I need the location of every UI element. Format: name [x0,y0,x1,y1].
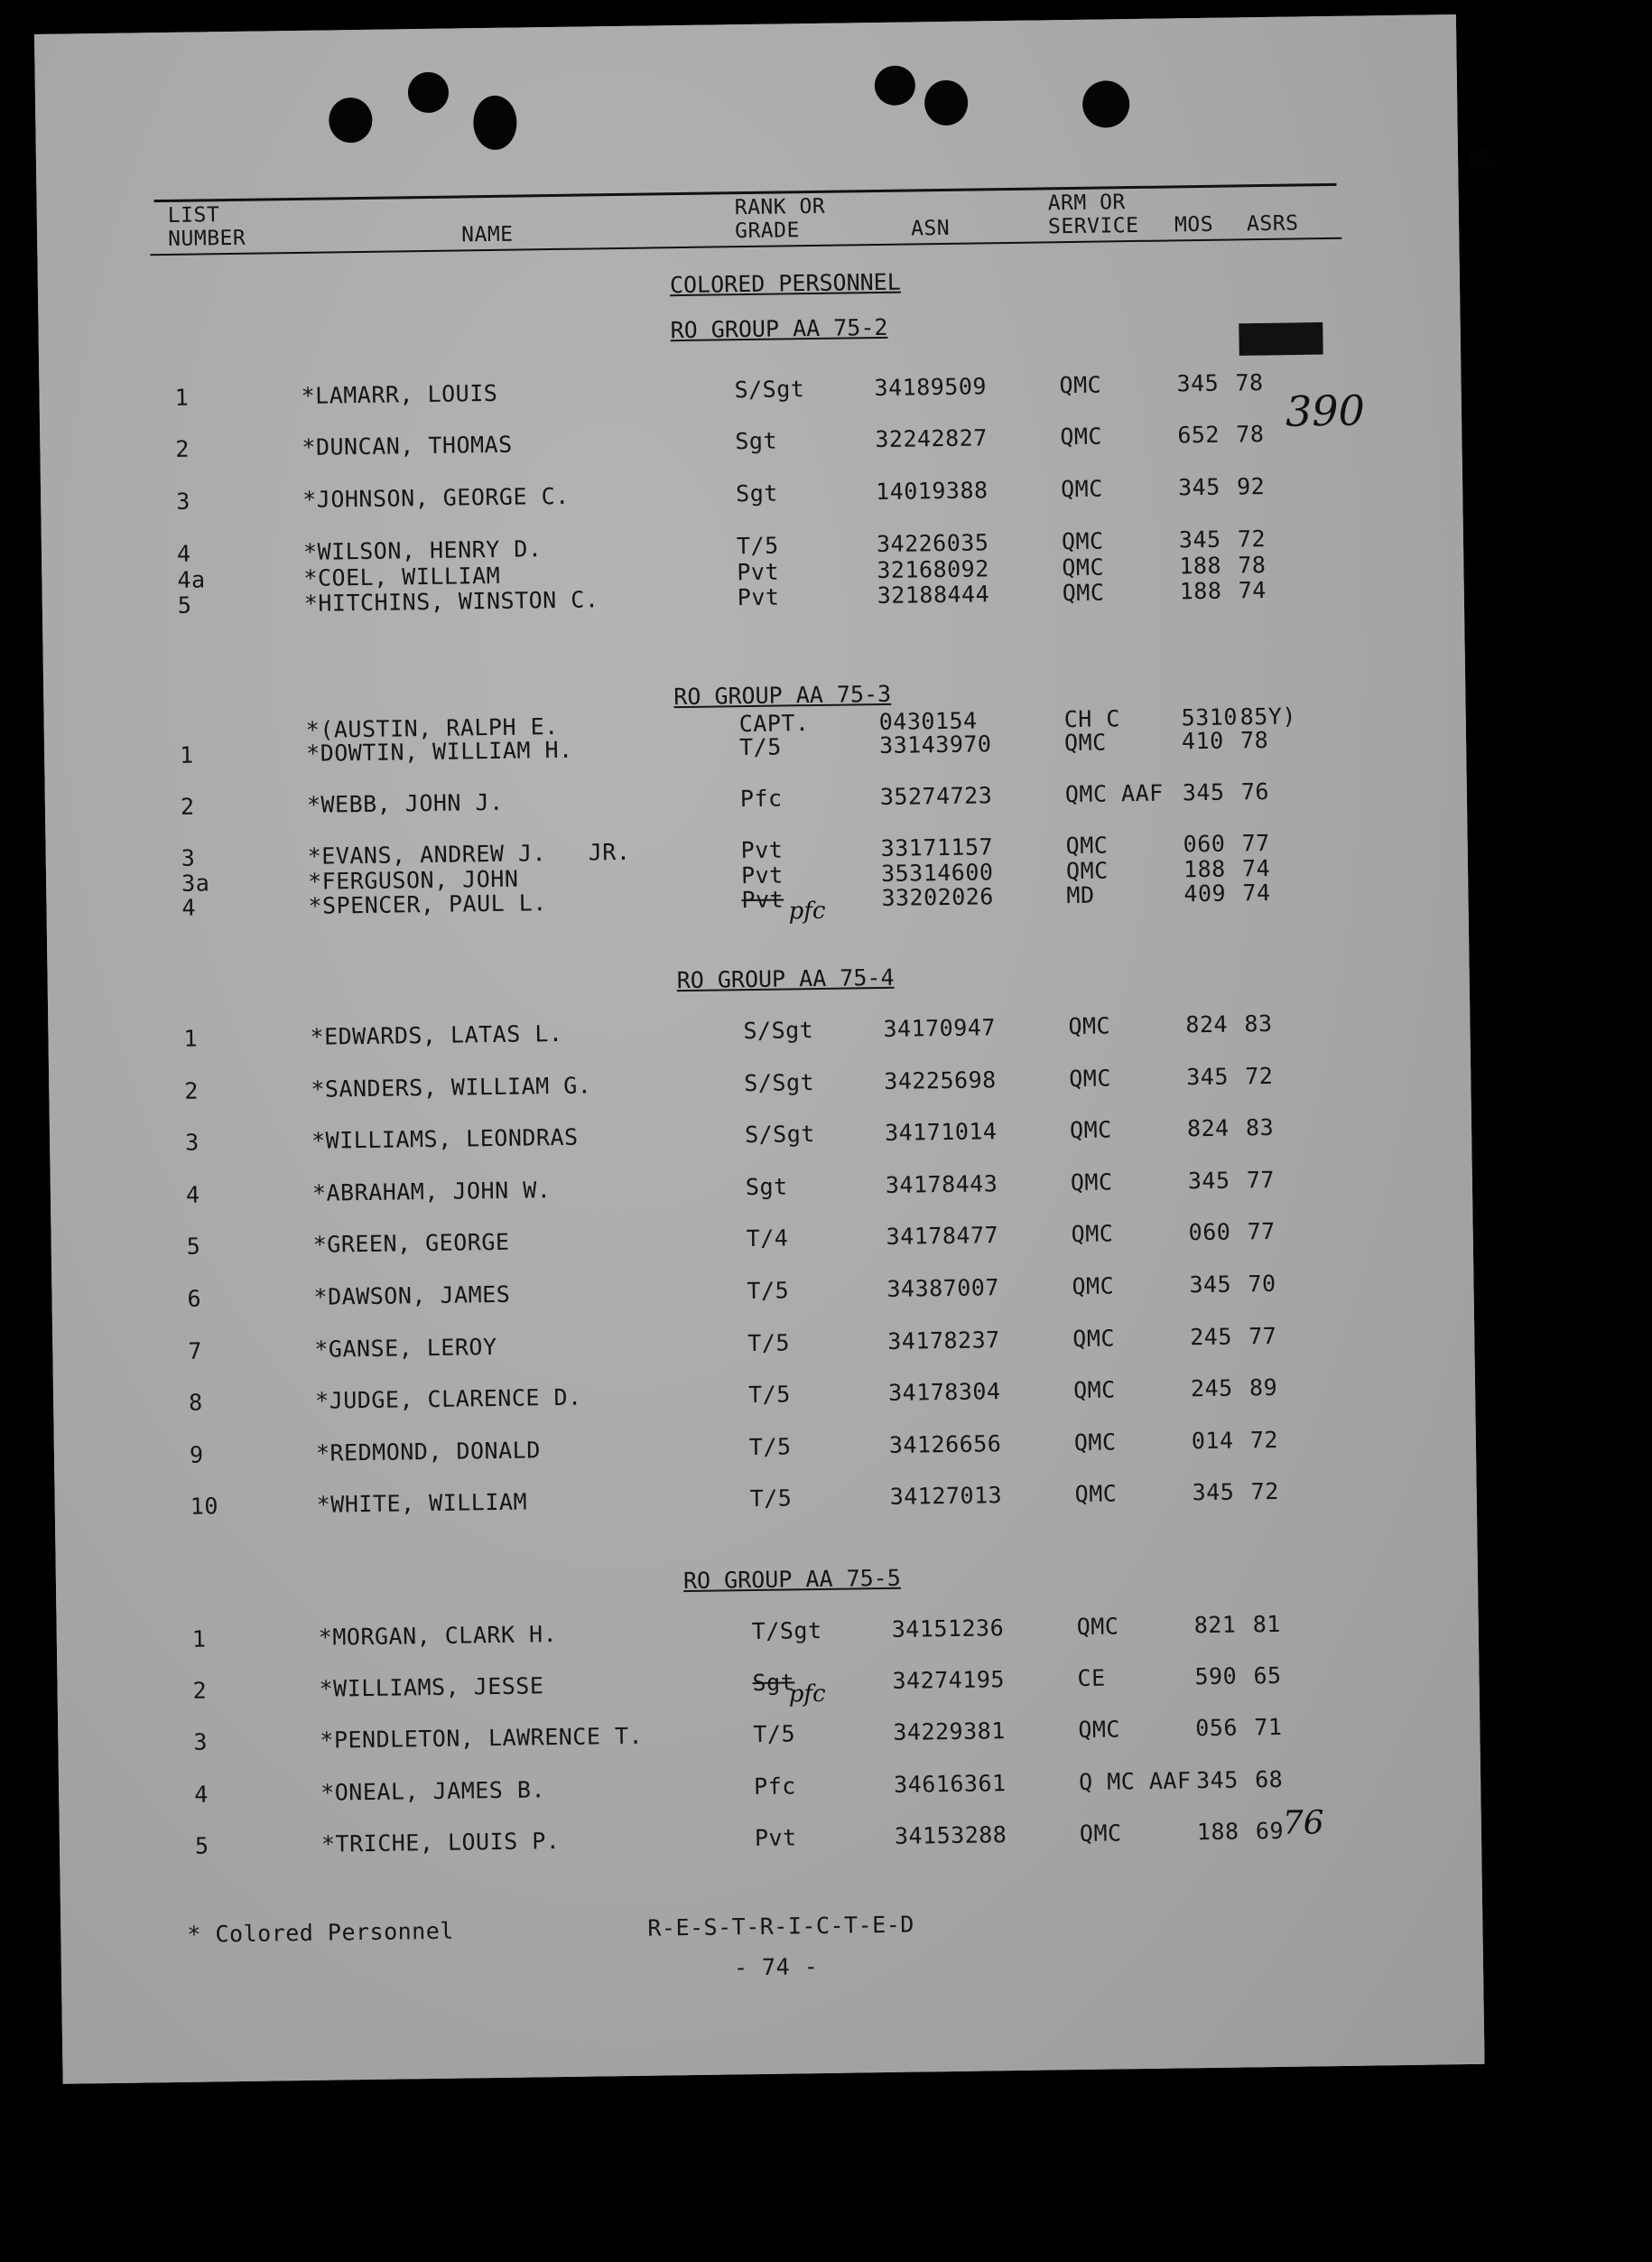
cell-rank: T/5 [747,1381,791,1409]
cell-arm: QMC [1065,857,1109,885]
cell-asrs: 69 [1255,1817,1285,1845]
cell-rank: T/5 [747,1277,790,1305]
cell-mos: 652 [1177,421,1220,449]
cell-mos: 821 [1193,1611,1237,1639]
cell-mos: 345 [1192,1478,1235,1506]
handwritten-pfc: pfc [788,897,826,926]
cell-arm: QMC [1059,371,1102,399]
cell-name: *WEBB, JOHN J. [306,788,504,818]
cell-arm: QMC [1074,1480,1118,1508]
cell-mos: 056 [1195,1714,1239,1742]
cell-name: *WHITE, WILLIAM [316,1488,528,1518]
group-title: RO GROUP AA 75-3 [673,680,892,711]
cell-asrs: 74 [1242,879,1271,907]
cell-mos: 245 [1190,1323,1233,1351]
cell-mos: 345 [1182,778,1225,806]
cell-asrs: 78 [1238,552,1267,579]
cell-asrs: 72 [1250,1477,1279,1505]
cell-rank: T/4 [746,1224,789,1252]
cell-rank: S/Sgt [744,1121,816,1149]
col-header-name: NAME [460,222,514,247]
cell-asrs: 77 [1241,829,1270,857]
col-header-rank: RANK OR GRADE [734,194,826,244]
cell-rank: Pvt [737,558,780,586]
cell-name: *HITCHINS, WINSTON C. [303,586,599,617]
cell-num: 8 [188,1389,203,1416]
cell-asrs: 77 [1246,1166,1276,1194]
col-header-list-number: LIST NUMBER [167,203,246,251]
cell-num: 3 [181,844,196,871]
cell-num: 3a [181,870,210,897]
cell-asn: 0430154 [878,707,978,736]
cell-asn: 34387007 [886,1274,1000,1302]
group-title: RO GROUP AA 75-5 [682,1564,901,1595]
group-title: RO GROUP AA 75-4 [676,963,895,994]
cell-num: 4 [194,1781,209,1808]
col-header-asn: ASN [910,216,951,241]
punch-hole [1467,147,1496,174]
cell-arm: QMC [1073,1429,1117,1457]
cell-num: 2 [192,1677,208,1704]
cell-asn: 34178443 [885,1170,998,1198]
cell-arm: QMC [1063,729,1107,757]
cell-asrs: 72 [1249,1426,1279,1454]
group-title: RO GROUP AA 75-2 [670,313,888,344]
cell-asn: 34170947 [883,1014,997,1042]
cell-asn: 34178304 [887,1378,1001,1406]
cell-asrs: 76 [1240,777,1270,805]
cell-mos: 188 [1183,855,1226,883]
cell-mos: 824 [1185,1010,1229,1038]
cell-num: 4 [181,894,197,921]
cell-num: 3 [193,1728,209,1755]
cell-name: *WILLIAMS, JESSE [319,1672,544,1702]
cell-asn: 34126656 [888,1430,1002,1458]
cell-name: *FERGUSON, JOHN [307,865,519,895]
cell-name: *SANDERS, WILLIAM G. [311,1072,592,1103]
cell-arm: CE [1077,1664,1106,1692]
cell-rank: Pvt [737,583,780,611]
cell-arm: QMC [1060,475,1103,503]
punch-hole [329,98,373,144]
cell-asn: 34616361 [893,1770,1007,1798]
cell-name: *COEL, WILLIAM [303,562,501,591]
cell-asn: 34178477 [886,1222,999,1250]
cell-name: *MORGAN, CLARK H. [318,1621,558,1651]
cell-mos: 188 [1196,1818,1239,1846]
cell-asn: 35274723 [879,782,993,810]
col-header-mos: MOS [1174,212,1214,237]
cell-arm: QMC [1069,1116,1112,1144]
cell-mos: 410 [1181,727,1224,755]
cell-rank: T/5 [736,532,779,560]
cell-mos: 060 [1183,830,1226,858]
cell-arm: CH C [1063,705,1121,733]
cell-rank: Sgt [735,427,778,455]
cell-arm: QMC [1078,1716,1121,1744]
cell-mos: 014 [1191,1427,1234,1455]
cell-name: *DOWTIN, WILLIAM H. [305,736,573,767]
cell-asn: 34189509 [874,373,988,402]
cell-mos: 345 [1195,1766,1239,1794]
cell-rank: Pvt [740,861,784,889]
cell-num: 10 [190,1493,219,1520]
cell-asn: 14019388 [875,477,988,506]
cell-mos: 345 [1186,1063,1230,1091]
punch-hole [875,65,916,106]
cell-mos: 345 [1177,473,1220,501]
cell-asrs: 89 [1248,1373,1278,1401]
cell-num: 9 [189,1441,204,1468]
cell-name: *EDWARDS, LATAS L. [310,1019,563,1050]
cell-name: *JOHNSON, GEORGE C. [302,482,570,513]
colored-personnel-title: COLORED PERSONNEL [669,268,901,299]
col-header-asrs: ASRS [1246,211,1299,237]
cell-name: *DAWSON, JAMES [313,1280,511,1310]
cell-arm: QMC [1079,1820,1122,1848]
cell-mos: 5310 [1181,703,1239,731]
cell-num: 5 [177,591,192,619]
cell-name: *ONEAL, JAMES B. [320,1776,546,1806]
cell-num: 6 [187,1285,202,1312]
cell-num: 5 [186,1233,201,1260]
cell-name: *DUNCAN, THOMAS [302,431,513,461]
cell-num: 1 [183,1025,199,1052]
cell-name: *REDMOND, DONALD [315,1437,541,1466]
punch-hole [1082,80,1130,128]
cell-rank: T/5 [747,1329,791,1357]
cell-rank: S/Sgt [743,1017,814,1045]
cell-asn: 32188444 [877,581,990,610]
cell-arm: QMC [1068,1012,1111,1040]
cell-mos: 345 [1189,1271,1232,1299]
cell-asrs: 72 [1245,1062,1274,1090]
cell-arm: QMC [1071,1220,1114,1248]
cell-arm: QMC [1070,1168,1113,1196]
cell-asrs: 68 [1254,1765,1284,1793]
footer-restricted: R-E-S-T-R-I-C-T-E-D [647,1911,915,1941]
cell-asn: 34171014 [884,1118,998,1146]
cell-asrs: 74 [1238,577,1267,604]
cell-num: 4a [177,566,206,593]
cell-asrs: 72 [1237,526,1267,553]
cell-arm: QMC [1062,554,1105,582]
cell-asn: 34153288 [894,1821,1007,1849]
cell-asn: 34229381 [893,1717,1006,1745]
cell-rank: S/Sgt [744,1069,815,1097]
col-header-arm: ARM OR SERVICE [1047,191,1139,239]
cell-mos: 345 [1176,369,1220,397]
cell-rank: Pvt [754,1824,797,1852]
cell-name: *EVANS, ANDREW J. JR. [307,838,631,870]
cell-asrs: 83 [1244,1010,1273,1038]
cell-asn: 34274195 [892,1666,1006,1694]
cell-mos: 060 [1188,1218,1231,1246]
cell-asrs: 78 [1236,421,1265,448]
cell-rank: S/Sgt [734,376,805,404]
cell-num: 7 [188,1337,203,1364]
cell-num: 1 [179,741,194,768]
cell-name: *LAMARR, LOUIS [301,379,498,409]
cell-name: *WILSON, HENRY D. [302,535,543,565]
cell-mos: 590 [1194,1662,1238,1690]
cell-arm: QMC [1061,527,1104,555]
cell-mos: 409 [1183,880,1227,908]
cell-name: *ABRAHAM, JOHN W. [311,1177,552,1206]
cell-asn: 34225698 [884,1066,997,1094]
cell-arm: QMC [1072,1325,1116,1353]
cell-mos: 824 [1186,1114,1230,1142]
cell-num: 2 [180,793,195,820]
cell-asn: 34226035 [876,529,989,558]
cell-asrs: 83 [1245,1113,1275,1141]
cell-asrs: 77 [1247,1217,1276,1245]
cell-arm: QMC [1076,1613,1119,1641]
cell-rank: T/5 [738,733,782,761]
cell-rank: Sgt [735,479,779,507]
cell-arm: QMC [1060,423,1103,451]
cell-arm: QMC [1065,832,1109,860]
cell-num: 4 [176,540,191,567]
cell-arm: QMC [1062,579,1105,607]
cell-asn: 34151236 [891,1615,1005,1643]
cell-num: 4 [185,1181,200,1208]
handwritten-pfc: pfc [788,1680,826,1708]
cell-asn: 34178237 [887,1326,1000,1354]
cell-arm: QMC AAF [1064,779,1164,808]
cell-num: 5 [194,1832,209,1859]
cell-arm: Q MC AAF [1078,1767,1192,1796]
cell-arm: QMC [1069,1065,1112,1093]
cell-mos: 245 [1190,1374,1233,1402]
cell-asn: 33202026 [881,883,995,911]
cell-name: *JUDGE, CLARENCE D. [314,1383,582,1414]
cell-rank: Pfc [739,785,783,813]
cell-rank: Pvt [741,886,784,914]
cell-name: *(AUSTIN, RALPH E. [305,712,559,743]
cell-rank: T/5 [753,1720,796,1748]
cell-name: *WILLIAMS, LEONDRAS [311,1123,579,1154]
cell-rank: CAPT. [738,710,810,738]
cell-asn: 33171157 [880,833,994,861]
cell-num: 1 [191,1625,207,1652]
punch-hole [408,72,450,114]
cell-rank: Sgt [745,1173,788,1201]
cell-mos: 188 [1179,577,1222,605]
cell-asrs: 71 [1254,1713,1283,1741]
cell-rank: T/Sgt [751,1616,822,1645]
cell-asrs: 65 [1253,1662,1282,1690]
cell-asrs: 70 [1248,1270,1276,1298]
cell-rank: Pfc [753,1773,797,1801]
cell-name: *GREEN, GEORGE [312,1228,510,1258]
cell-asn: 32242827 [875,424,988,453]
cell-name: *PENDLETON, LAWRENCE T. [320,1722,644,1754]
handwritten-76: 76 [1282,1804,1324,1842]
cell-rank: T/5 [748,1433,792,1461]
cell-rank: Pvt [740,836,784,864]
cell-num: 1 [174,384,190,411]
cell-mos: 345 [1178,526,1221,554]
cell-num: 3 [176,488,191,515]
cell-asrs: 92 [1236,473,1266,500]
cell-asn: 34127013 [889,1482,1003,1510]
cell-asrs: 78 [1239,726,1269,754]
punch-hole [924,80,969,126]
cell-num: 3 [184,1129,200,1156]
page-number: - 74 - [733,1953,819,1981]
cell-rank: Sgt [752,1669,795,1697]
cell-name: *TRICHE, LOUIS P. [320,1828,561,1857]
cell-asrs: 74 [1241,854,1271,882]
cell-asn: 33143970 [878,731,992,759]
cell-num: 2 [175,435,190,462]
cell-asn: 35314600 [880,859,994,887]
cell-asn: 32168092 [877,555,989,584]
cell-rank: T/5 [749,1485,793,1513]
cell-name: *GANSE, LEROY [314,1333,497,1363]
cell-arm: QMC [1072,1272,1115,1300]
cell-name: *SPENCER, PAUL L. [308,889,548,919]
cell-asrs: 85Y) [1239,703,1297,731]
cell-asrs: 81 [1252,1610,1282,1638]
cell-asrs: 77 [1248,1322,1277,1350]
cell-num: 2 [184,1077,200,1104]
cell-arm: QMC [1072,1376,1116,1404]
footer-note: * Colored Personnel [187,1917,455,1948]
cell-mos: 188 [1179,552,1222,580]
scribble-mark: ████ [1239,323,1323,357]
punch-hole [473,96,517,151]
cell-mos: 345 [1187,1167,1230,1195]
cell-asrs: 78 [1235,369,1264,396]
document-page [34,14,1485,2084]
handwritten-390: 390 [1285,386,1366,436]
cell-arm: MD [1066,881,1095,909]
